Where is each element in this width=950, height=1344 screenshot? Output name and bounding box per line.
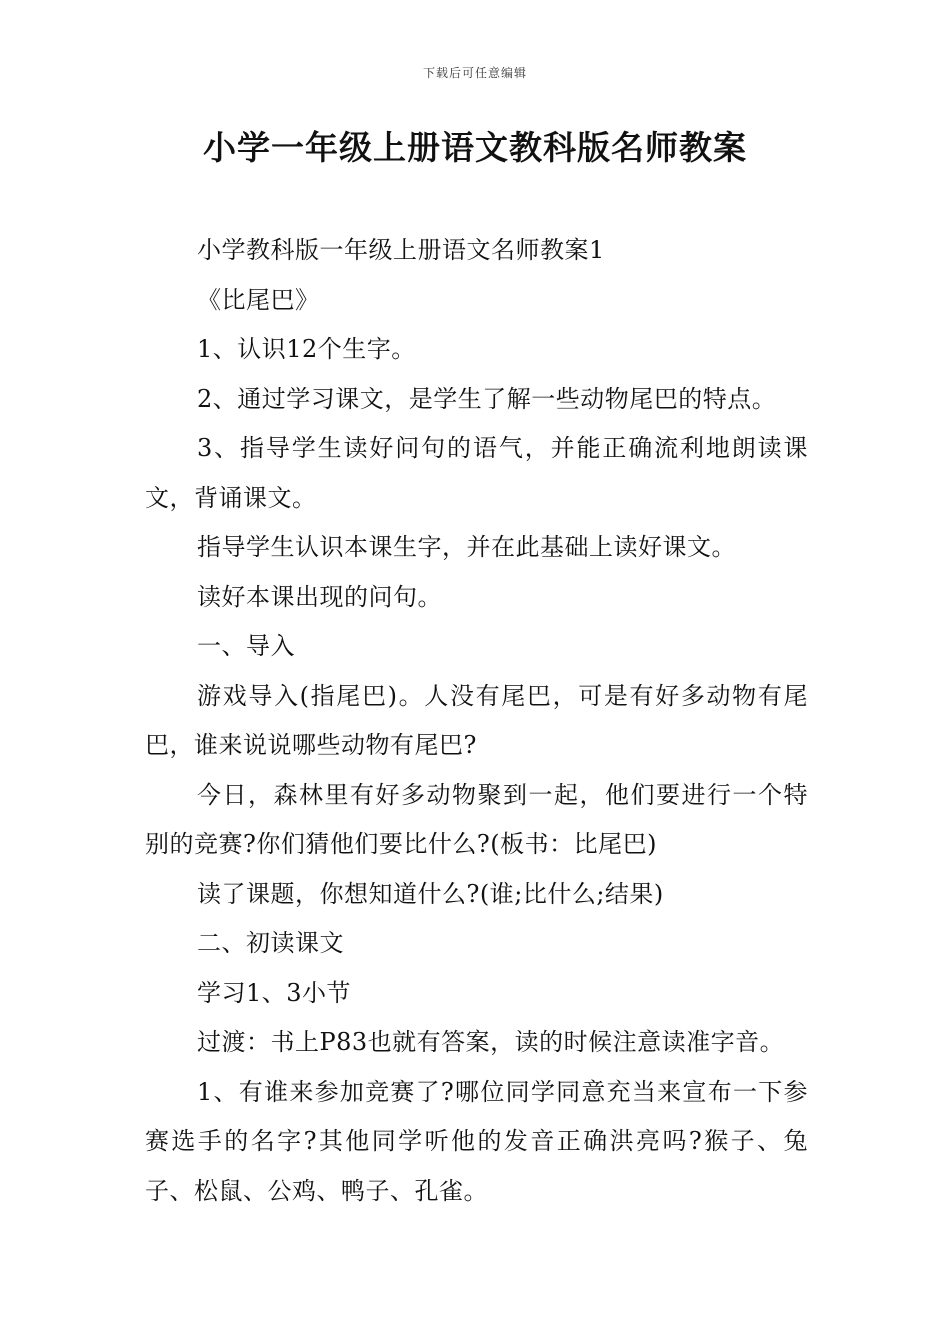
document-title: 小学一年级上册语文教科版名师教案 bbox=[203, 128, 747, 167]
header-note: 下载后可任意编辑 bbox=[422, 66, 527, 80]
paragraph: 3、指导学生读好问句的语气，并能正确流利地朗读课文，背诵课文。 bbox=[145, 434, 808, 512]
paragraph: 今日，森林里有好多动物聚到一起，他们要进行一个特别的竞赛?你们猜他们要比什么?(板书：比尾巴) bbox=[145, 780, 808, 858]
paragraph: 学习1、3小节 bbox=[197, 978, 352, 1007]
paragraph: 二、初读课文 bbox=[197, 929, 344, 957]
document-body bbox=[145, 226, 808, 1216]
paragraph: 一、导入 bbox=[197, 632, 295, 660]
paragraph: 游戏导入(指尾巴)。人没有尾巴，可是有好多动物有尾巴，谁来说说哪些动物有尾巴? bbox=[145, 681, 808, 759]
paragraph: 2、通过学习课文，是学生了解一些动物尾巴的特点。 bbox=[197, 384, 777, 413]
paragraph: 1、有谁来参加竞赛了?哪位同学同意充当来宣布一下参赛选手的名字?其他同学听他的发音正确洪亮吗?猴子、兔子、松鼠、公鸡、鸭子、孔雀。 bbox=[145, 1077, 808, 1205]
paragraph: 指导学生认识本课生字，并在此基础上读好课文。 bbox=[197, 533, 736, 561]
paragraph: 1、认识12个生字。 bbox=[197, 335, 416, 363]
paragraph: 读了课题，你想知道什么?(谁;比什么;结果) bbox=[197, 879, 664, 908]
paragraph: 《比尾巴》 bbox=[197, 285, 320, 314]
paragraph: 小学教科版一年级上册语文名师教案1 bbox=[197, 236, 605, 264]
paragraph: 读好本课出现的问句。 bbox=[197, 582, 442, 611]
paragraph: 过渡：书上P83也就有答案，读的时候注意读准字音。 bbox=[197, 1028, 785, 1056]
